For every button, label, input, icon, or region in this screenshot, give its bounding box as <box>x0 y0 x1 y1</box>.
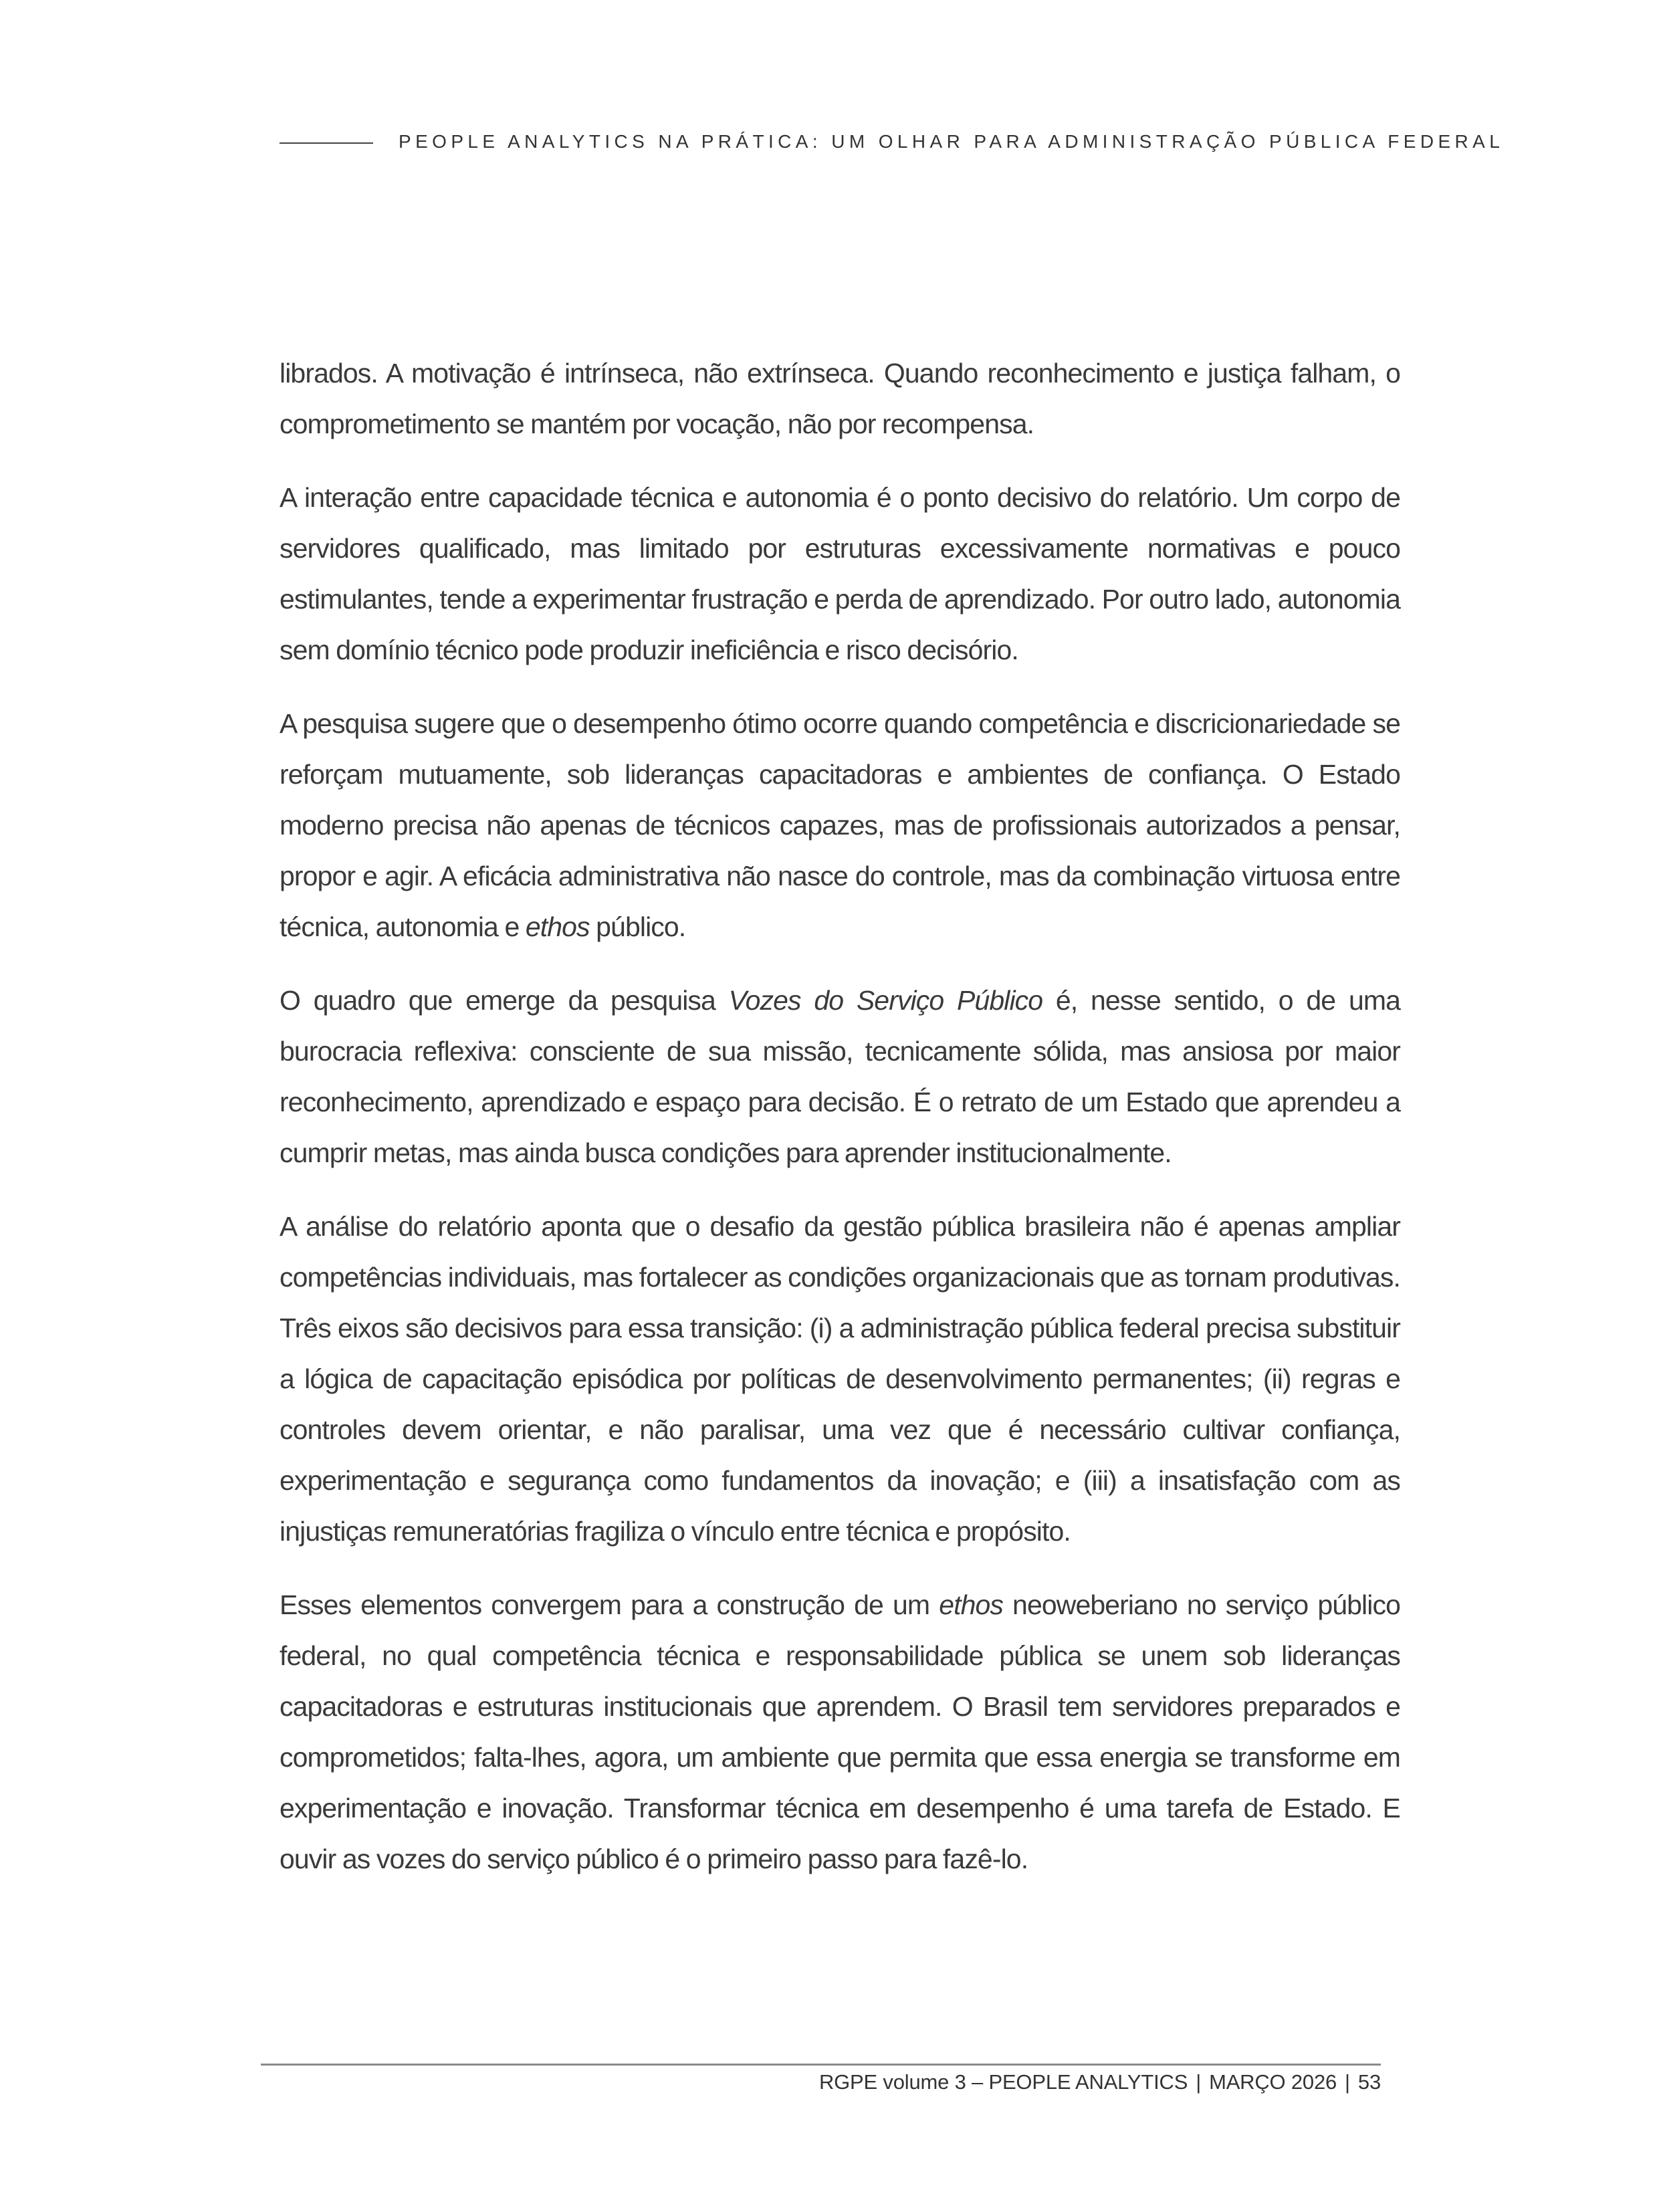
footer-publication: RGPE volume 3 – PEOPLE ANALYTICS <box>818 2070 1188 2094</box>
paragraph-3-text-end: público. <box>589 911 686 942</box>
header-rule <box>280 142 373 144</box>
paragraph-2: A interação entre capacidade técnica e autonomia é o ponto decisivo do relatório. Um corpo de servidores qualificado, mas limitado por estruturas excessivamente normativas e pouco estimulantes, tende a experimentar frustração e perda de aprendizado. Por outro lado, autonomia sem domínio técnico pode produzir ineficiência e risco decisório. <box>280 482 1400 665</box>
footer-separator: | <box>1196 2070 1202 2094</box>
page-footer <box>819 2070 1381 2094</box>
paragraph-4 <box>280 975 1400 1178</box>
paragraph-4-text: O quadro que emerge da pesquisa <box>280 985 729 1016</box>
paragraph-6-text-end: neoweberiano no serviço público federal, no qual competência técnica e responsabilidade pública se unem sob lideranças capacitadoras e estruturas institucionais que aprendem. O Brasil tem servidores preparados e comprometidos; falta-lhes, agora, um ambiente que permita que essa energia se transforme em experimentação e inovação. Transformar técnica em desempenho é uma tarefa de Estado. E ouvir as vozes do serviço público é o primeiro passo para fazê-lo. <box>280 1589 1400 1874</box>
footer-separator: | <box>1345 2070 1350 2094</box>
paragraph-1: librados. A motivação é intrínseca, não extrínseca. Quando reconhecimento e justiça falham, o comprometimento se mantém por vocação, não por recompensa. <box>280 358 1400 439</box>
running-header-title: PEOPLE ANALYTICS NA PRÁTICA: UM OLHAR PARA ADMINISTRAÇÃO PÚBLICA FEDERAL <box>399 131 1505 152</box>
paragraph-3 <box>280 698 1400 952</box>
paragraph-6 <box>280 1579 1400 1884</box>
footer-date: MARÇO 2026 <box>1209 2070 1337 2094</box>
body-text <box>280 348 1400 1907</box>
paragraph-5: A análise do relatório aponta que o desafio da gestão pública brasileira não é apenas ampliar competências individuais, mas fortalecer as condições organizacionais que as tornam produtivas. Três eixos são decisivos para essa transição: (i) a administração pública federal precisa substituir a lógica de capacitação episódica por políticas de desenvolvimento permanentes; (ii) regras e controles devem orientar, e não paralisar, uma vez que é necessário cultivar confiança, experimentação e segurança como fundamentos da inovação; e (iii) a insatisfação com as injustiças remuneratórias fragiliza o vínculo entre técnica e propósito. <box>280 1211 1400 1547</box>
paragraph-4-text-end: é, nesse sentido, o de uma burocracia reflexiva: consciente de sua missão, tecnicamente sólida, mas ansiosa por maior reconhecimento, aprendizado e espaço para decisão. É o retrato de um Estado que aprendeu a cumprir metas, mas ainda busca condições para aprender institucionalmente. <box>280 985 1400 1168</box>
paragraph-4-emphasis: Vozes do Serviço Público <box>728 985 1043 1016</box>
page-number: 53 <box>1357 2070 1381 2094</box>
paragraph-3-text: A pesquisa sugere que o desempenho ótimo ocorre quando competência e discricionariedade se reforçam mutuamente, sob lideranças capacitadoras e ambientes de confiança. O Estado moderno precisa não apenas de técnicos capazes, mas de profissionais autorizados a pensar, propor e agir. A eficácia administrativa não nasce do controle, mas da combinação virtuosa entre técnica, autonomia e <box>280 708 1400 942</box>
paragraph-6-emphasis: ethos <box>939 1589 1003 1620</box>
paragraph-3-emphasis: ethos <box>525 911 590 942</box>
paragraph-6-text: Esses elementos convergem para a construção de um <box>280 1589 939 1620</box>
footer-rule <box>261 2064 1381 2066</box>
